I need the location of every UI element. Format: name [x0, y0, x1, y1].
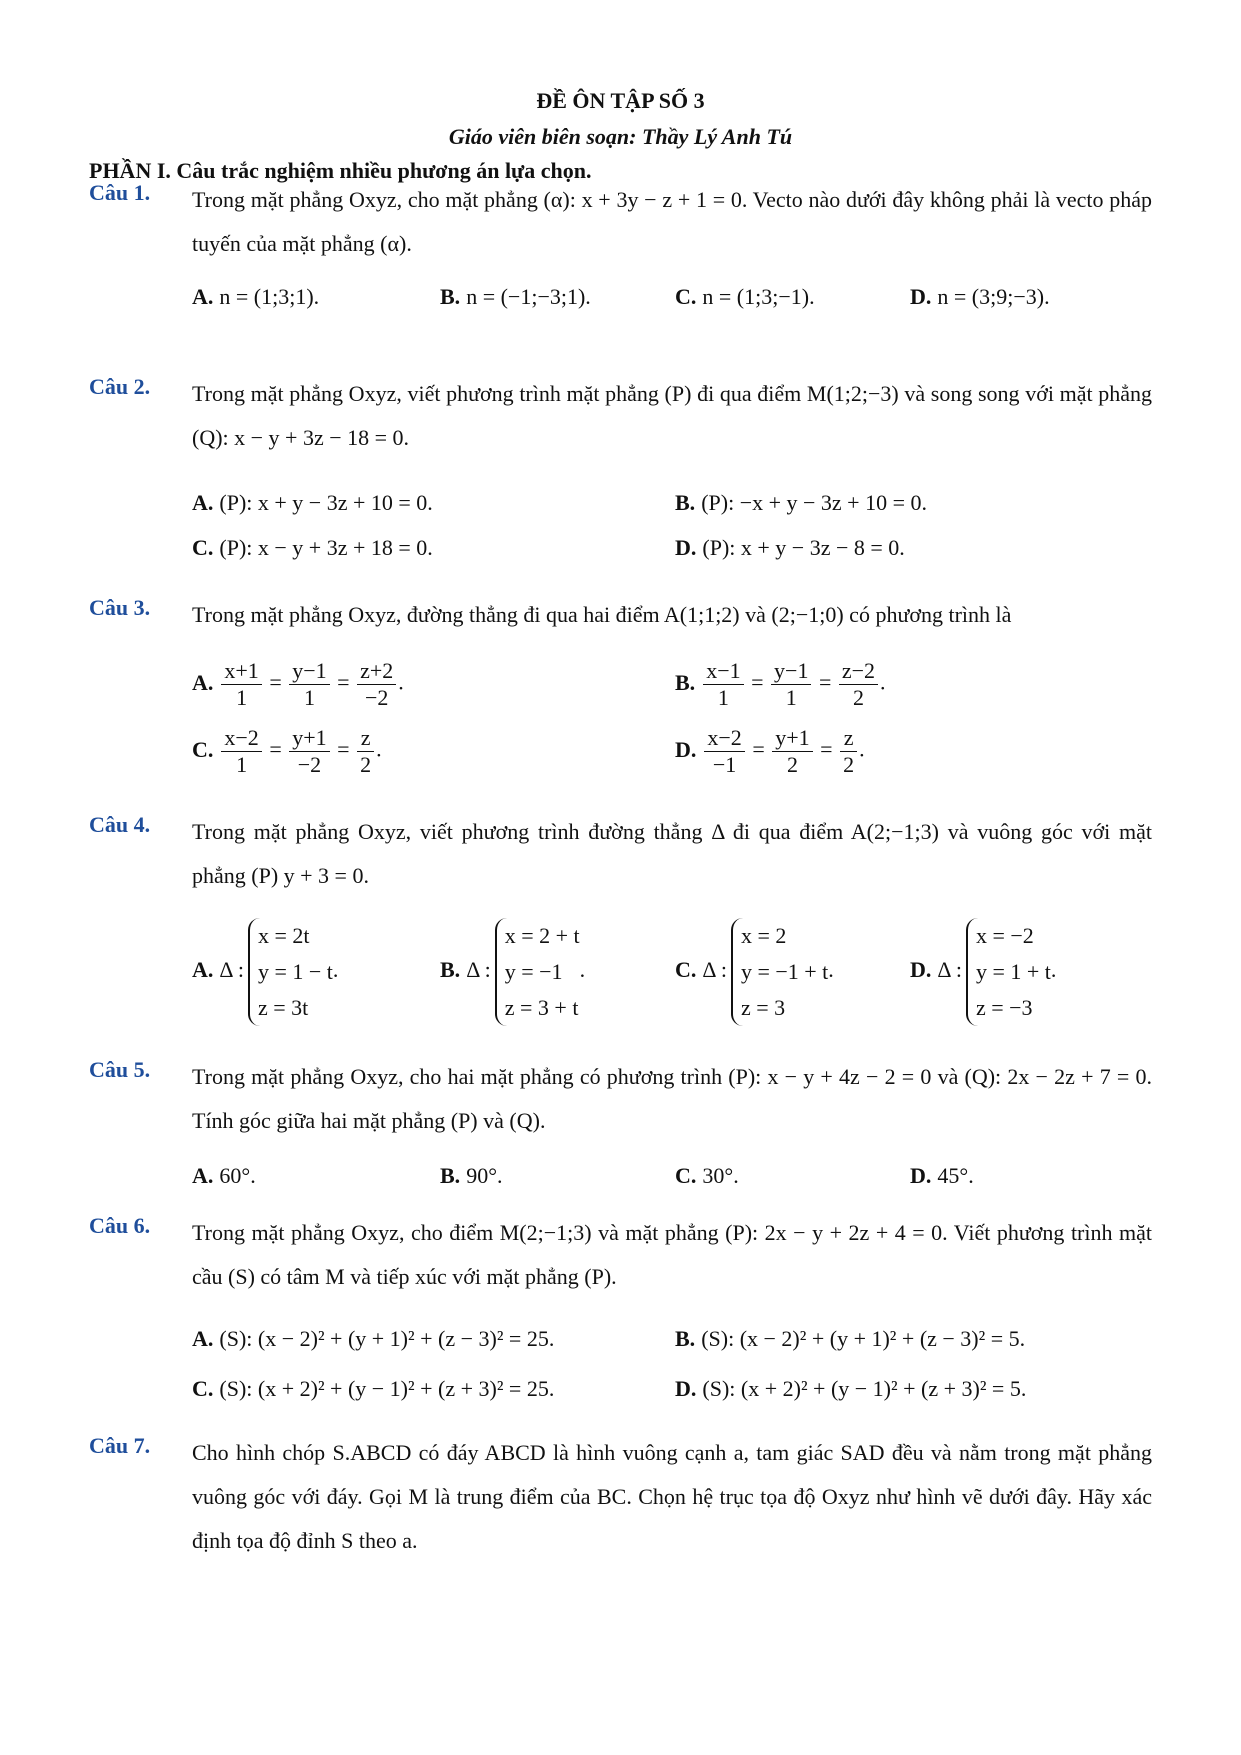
option-text: 30°. [702, 1163, 739, 1188]
question-2-option-d[interactable] [675, 535, 905, 561]
option-key: D. [910, 957, 932, 983]
period: . [828, 957, 834, 983]
system-line: z = −3 [975, 995, 1033, 1020]
document-title: ĐỀ ÔN TẬP SỐ 3 [536, 88, 705, 113]
option-key: B. [675, 490, 696, 515]
fraction-numerator: x−2 [704, 725, 744, 752]
equals-sign: = [331, 669, 356, 695]
question-2-option-b[interactable] [675, 490, 927, 516]
fraction [357, 725, 374, 778]
question-5-option-b[interactable] [440, 1163, 503, 1189]
option-key: A. [192, 284, 214, 309]
option-key: A. [192, 1163, 214, 1188]
equals-sign: . [398, 669, 404, 695]
option-text: (S): (x − 2)² + (y + 1)² + (z − 3)² = 25. [219, 1326, 555, 1351]
question-6-text: Trong mặt phẳng Oxyz, cho điểm M(2;−1;3) và mặt phẳng (P): 2x − y + 2z + 4 = 0. Viết phương trình mặt cầu (S) có tâm M và tiếp xúc với mặt phẳng (P). [192, 1220, 1152, 1289]
option-text: (S): (x − 2)² + (y + 1)² + (z − 3)² = 5. [701, 1326, 1026, 1351]
question-5-text: Trong mặt phẳng Oxyz, cho hai mặt phẳng có phương trình (P): x − y + 4z − 2 = 0 và (Q): 2x − 2z + 7 = 0. Tính góc giữa hai mặt phẳng (P) và (Q). [192, 1064, 1152, 1133]
fraction [357, 658, 396, 711]
equals-sign: = [813, 669, 837, 695]
question-5-option-c[interactable] [675, 1163, 739, 1189]
question-7-label: Câu 7. [89, 1433, 151, 1458]
fraction [221, 725, 261, 778]
system-line: z = 3 + t [504, 995, 579, 1020]
equals-sign: = [814, 736, 839, 762]
option-key: C. [675, 957, 697, 983]
question-1-option-b[interactable] [440, 284, 591, 310]
system-line: y = −1 [504, 959, 563, 984]
equals-sign: = [746, 736, 771, 762]
line-name: Δ : [466, 957, 491, 983]
option-text: (S): (x + 2)² + (y − 1)² + (z + 3)² = 25. [219, 1376, 555, 1401]
question-4-option-d[interactable] [910, 918, 1056, 1026]
question-5-label: Câu 5. [89, 1057, 151, 1082]
system-line: z = 3 [740, 995, 786, 1020]
equals-sign: . [859, 736, 865, 762]
fraction-denominator: 2 [786, 752, 798, 777]
fraction [840, 725, 857, 778]
option-key: C. [192, 535, 214, 560]
period: . [1050, 957, 1057, 983]
fraction-numerator: y−1 [289, 658, 329, 685]
fraction-denominator: 1 [236, 685, 248, 710]
question-7-text: Cho hình chóp S.ABCD có đáy ABCD là hình vuông cạnh a, tam giác SAD đều và nằm trong mặt phẳng vuông góc với đáy. Gọi M là trung điểm của BC. Chọn hệ trục tọa độ Oxyz như hình vẽ dưới đây. Hãy xác định tọa độ đỉnh S theo a. [192, 1440, 1152, 1553]
fraction-denominator: 2 [360, 752, 372, 777]
system-line: y = 1 + t [975, 959, 1051, 984]
equation-system [248, 918, 333, 1026]
fraction-numerator: x+1 [221, 658, 261, 685]
equals-sign: . [376, 736, 382, 762]
fraction-denominator: 2 [852, 685, 864, 710]
option-key: B. [440, 284, 461, 309]
option-key: C. [192, 736, 214, 762]
fraction-numerator: z [840, 725, 857, 752]
question-2-text: Trong mặt phẳng Oxyz, viết phương trình mặt phẳng (P) đi qua điểm M(1;2;−3) và song song với mặt phẳng (Q): x − y + 3z − 18 = 0. [192, 381, 1152, 450]
fraction-numerator: z [357, 725, 374, 752]
equals-sign: = [263, 669, 288, 695]
option-key: C. [192, 1376, 214, 1401]
option-key: D. [910, 284, 932, 309]
question-4-option-a[interactable] [192, 918, 338, 1026]
option-key: D. [910, 1163, 932, 1188]
option-key: B. [675, 1326, 696, 1351]
question-3-label: Câu 3. [89, 595, 151, 620]
option-text: 90°. [466, 1163, 503, 1188]
question-3-option-c[interactable] [192, 725, 382, 778]
fraction [289, 658, 329, 711]
question-6-option-c[interactable] [192, 1376, 554, 1402]
option-text: (P): x + y − 3z − 8 = 0. [702, 535, 905, 560]
question-3-option-d[interactable] [675, 725, 865, 778]
option-key: D. [675, 535, 697, 560]
system-line: y = −1 + t [740, 959, 829, 984]
fraction-numerator: y+1 [289, 725, 329, 752]
period: . [332, 957, 339, 983]
question-2-label: Câu 2. [89, 374, 151, 399]
fraction-denominator: 1 [785, 685, 797, 710]
question-1-option-c[interactable] [675, 284, 815, 310]
question-6-option-a[interactable] [192, 1326, 554, 1352]
option-key: C. [675, 1163, 697, 1188]
period: . [579, 957, 586, 983]
fraction-denominator: −1 [712, 752, 737, 777]
equals-sign: = [745, 669, 770, 695]
fraction-numerator: z+2 [357, 658, 396, 685]
option-text: n = (3;9;−3). [937, 284, 1050, 309]
question-5-option-d[interactable] [910, 1163, 974, 1189]
question-3-option-b[interactable] [675, 658, 886, 711]
equation-system [966, 918, 1051, 1026]
question-4-option-b[interactable] [440, 918, 585, 1026]
option-key: C. [675, 284, 697, 309]
option-text: (S): (x + 2)² + (y − 1)² + (z + 3)² = 5. [702, 1376, 1027, 1401]
option-text: 45°. [937, 1163, 974, 1188]
option-key: B. [675, 669, 696, 695]
question-1-label: Câu 1. [89, 180, 151, 205]
system-line: y = 1 − t [257, 959, 333, 984]
question-2-option-a[interactable] [192, 490, 433, 516]
fraction-denominator: 1 [303, 685, 315, 710]
option-key: A. [192, 669, 214, 695]
option-text: 60°. [219, 1163, 256, 1188]
fraction [703, 658, 743, 711]
system-line: x = 2 [740, 923, 787, 948]
equation-system [731, 918, 828, 1026]
system-line: x = 2 + t [504, 923, 580, 948]
question-3-option-a[interactable] [192, 658, 404, 711]
question-6-option-b[interactable] [675, 1326, 1025, 1352]
fraction-numerator: z−2 [839, 658, 878, 685]
option-text: n = (−1;−3;1). [466, 284, 591, 309]
fraction [221, 658, 261, 711]
fraction-numerator: x−1 [703, 658, 743, 685]
fraction-denominator: 1 [236, 752, 248, 777]
option-text: (P): −x + y − 3z + 10 = 0. [701, 490, 927, 515]
option-key: D. [675, 736, 697, 762]
option-key: A. [192, 490, 214, 515]
line-name: Δ : [219, 957, 244, 983]
line-name: Δ : [937, 957, 962, 983]
option-key: D. [675, 1376, 697, 1401]
option-key: A. [192, 957, 214, 983]
equation-system [495, 918, 580, 1026]
question-4-label: Câu 4. [89, 812, 151, 837]
document-subtitle: Giáo viên biên soạn: Thầy Lý Anh Tú [448, 124, 793, 149]
fraction-denominator: 1 [717, 685, 729, 710]
question-4-option-c[interactable] [675, 918, 834, 1026]
fraction-numerator: x−2 [221, 725, 261, 752]
option-text: (P): x − y + 3z + 18 = 0. [219, 535, 433, 560]
fraction [772, 725, 812, 778]
question-1-option-a[interactable] [192, 284, 319, 310]
fraction [289, 725, 329, 778]
fraction [771, 658, 811, 711]
option-key: B. [440, 957, 461, 983]
fraction [704, 725, 744, 778]
line-name: Δ : [702, 957, 727, 983]
equals-sign: = [263, 736, 288, 762]
question-3-text: Trong mặt phẳng Oxyz, đường thẳng đi qua hai điểm A(1;1;2) và (2;−1;0) có phương trình là [192, 602, 1012, 627]
part-heading: PHẦN I. Câu trắc nghiệm nhiều phương án lựa chọn. [89, 158, 592, 183]
fraction-numerator: y−1 [771, 658, 811, 685]
question-6-label: Câu 6. [89, 1213, 151, 1238]
question-5-option-a[interactable] [192, 1163, 256, 1189]
option-key: B. [440, 1163, 461, 1188]
option-text: n = (1;3;−1). [702, 284, 815, 309]
fraction-numerator: y+1 [772, 725, 812, 752]
question-1-text: Trong mặt phẳng Oxyz, cho mặt phẳng (α): x + 3y − z + 1 = 0. Vecto nào dưới đây không phải là vecto pháp tuyến của mặt phẳng (α). [192, 187, 1152, 256]
system-line: x = 2t [257, 923, 310, 948]
fraction-denominator: −2 [297, 752, 322, 777]
question-2-option-c[interactable] [192, 535, 433, 561]
question-1-option-d[interactable] [910, 284, 1050, 310]
equals-sign: . [880, 669, 886, 695]
option-key: A. [192, 1326, 214, 1351]
system-line: x = −2 [975, 923, 1034, 948]
fraction-denominator: 2 [843, 752, 855, 777]
question-4-text: Trong mặt phẳng Oxyz, viết phương trình đường thẳng Δ đi qua điểm A(2;−1;3) và vuông góc với mặt phẳng (P) y + 3 = 0. [192, 819, 1152, 888]
system-line: z = 3t [257, 995, 309, 1020]
fraction-denominator: −2 [364, 685, 389, 710]
option-text: n = (1;3;1). [219, 284, 320, 309]
option-text: (P): x + y − 3z + 10 = 0. [219, 490, 433, 515]
question-6-option-d[interactable] [675, 1376, 1026, 1402]
fraction [839, 658, 878, 711]
equals-sign: = [331, 736, 356, 762]
